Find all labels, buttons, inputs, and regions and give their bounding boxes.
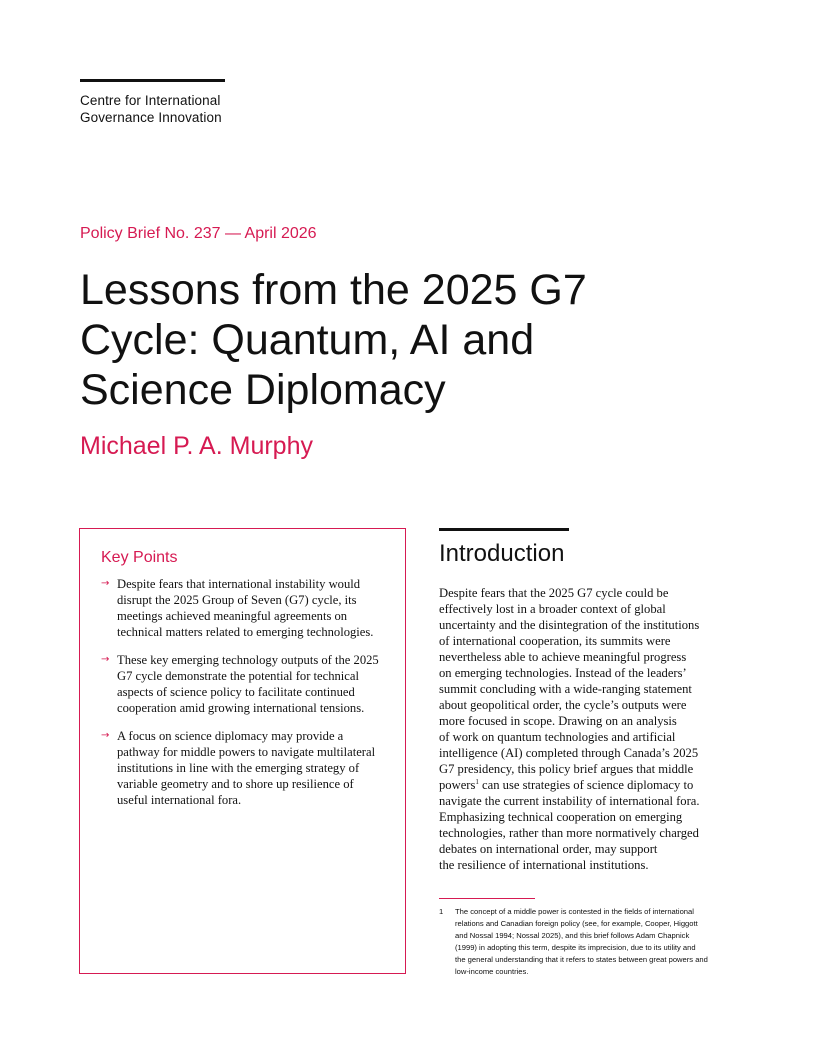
key-point-line: institutions in line with the emerging strategy of: [117, 761, 360, 775]
footnote-line: low-income countries.: [455, 967, 529, 976]
body-line: effectively lost in a broader context of global: [439, 602, 666, 616]
arrow-right-icon: →: [101, 578, 110, 589]
introduction-heading: Introduction: [439, 540, 565, 567]
org-line-1: Centre for International: [80, 93, 221, 108]
introduction-rule: [439, 528, 569, 531]
key-point-line: technical matters related to emerging technologies.: [117, 625, 374, 639]
body-line: about geopolitical order, the cycle’s outputs were: [439, 698, 687, 712]
header-rule: [80, 79, 225, 82]
key-point-line: useful international fora.: [117, 793, 242, 807]
introduction-body: [439, 585, 739, 873]
key-point-line: aspects of science policy to facilitate continued: [117, 685, 355, 699]
body-line: of international cooperation, its summits were: [439, 634, 671, 648]
footnote-line: relations and Canadian foreign policy (see, for example, Cooper, Higgott: [455, 919, 698, 928]
key-point-line: disrupt the 2025 Group of Seven (G7) cycle, its: [117, 593, 357, 607]
footnote-line: The concept of a middle power is contested in the fields of international: [455, 907, 694, 916]
page-title: [80, 265, 587, 415]
footnote-number: 1: [439, 907, 444, 916]
body-line: uncertainty and the disintegration of the institutions: [439, 618, 700, 632]
footnote-text: [455, 906, 708, 978]
body-line: intelligence (AI) completed through Canada’s 2025: [439, 746, 699, 760]
title-line: Lessons from the 2025 G7: [80, 266, 587, 314]
key-point-item: [101, 728, 393, 808]
key-points-list: [101, 576, 393, 820]
key-point-item: [101, 576, 393, 640]
body-line: summit concluding with a wide-ranging statement: [439, 682, 692, 696]
body-line: on emerging technologies. Instead of the leaders’: [439, 666, 687, 680]
footnote-line: the general understanding that it refers to states between great powers and: [455, 955, 708, 964]
key-point-line: Despite fears that international instability would: [117, 577, 361, 591]
footnote-reference[interactable]: 1: [475, 777, 479, 786]
arrow-right-icon: →: [101, 654, 110, 665]
author-name: Michael P. A. Murphy: [80, 432, 313, 460]
key-point-line: pathway for middle powers to navigate multilateral: [117, 745, 376, 759]
org-line-2: Governance Innovation: [80, 110, 222, 125]
body-line: the resilience of international institutions.: [439, 858, 649, 872]
title-line: Cycle: Quantum, AI and: [80, 316, 535, 364]
policy-brief-label: Policy Brief No. 237 — April 2026: [80, 225, 317, 242]
footnote-line: and Nossal 1994; Nossal 2025), and this brief follows Adam Chapnick: [455, 931, 690, 940]
key-point-line: meetings achieved meaningful agreements on: [117, 609, 348, 623]
key-point-line: These key emerging technology outputs of the 2025: [117, 653, 379, 667]
body-text: can use strategies of science diplomacy to: [478, 778, 694, 792]
key-point-line: cooperation amid growing international tensions.: [117, 701, 365, 715]
body-text: powers: [439, 778, 476, 792]
body-line: nevertheless able to achieve meaningful progress: [439, 650, 687, 664]
body-line: G7 presidency, this policy brief argues that middle: [439, 762, 694, 776]
key-point-line: A focus on science diplomacy may provide a: [117, 729, 344, 743]
body-line: technologies, rather than more normatively charged: [439, 826, 699, 840]
arrow-right-icon: →: [101, 730, 110, 741]
key-points-title: Key Points: [101, 549, 178, 566]
body-line: [439, 777, 739, 793]
body-line: debates on international order, may support: [439, 842, 658, 856]
body-line: more focused in scope. Drawing on an analysis: [439, 714, 677, 728]
body-line: of work on quantum technologies and artificial: [439, 730, 676, 744]
key-point-item: [101, 652, 393, 716]
footnote-line: (1999) in adopting this term, despite its imprecision, due to its utility and: [455, 943, 696, 952]
footnote-rule: [439, 898, 535, 899]
key-point-line: variable geometry and to shore up resilience of: [117, 777, 354, 791]
body-line: Despite fears that the 2025 G7 cycle could be: [439, 586, 669, 600]
key-point-line: G7 cycle demonstrate the potential for technical: [117, 669, 359, 683]
body-line: Emphasizing technical cooperation on emerging: [439, 810, 683, 824]
title-line: Science Diplomacy: [80, 366, 446, 414]
organization-name: [80, 92, 222, 126]
body-line: navigate the current instability of international fora.: [439, 794, 700, 808]
